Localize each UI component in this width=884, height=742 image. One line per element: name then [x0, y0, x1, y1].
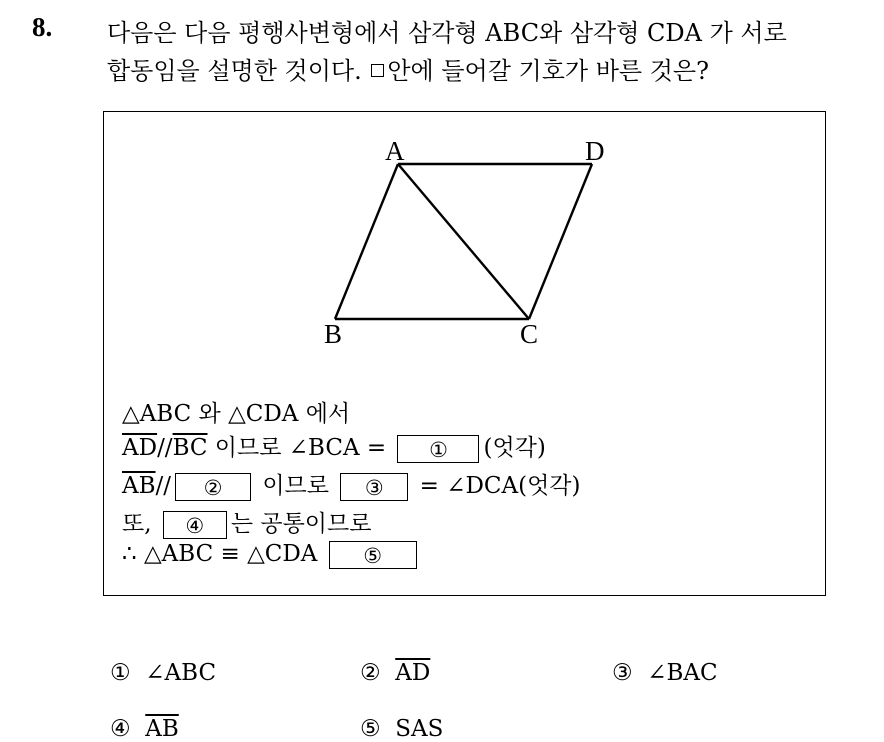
choice-3-number: ③ [612, 660, 633, 686]
choice-4-number: ④ [110, 716, 131, 742]
parallel-sign: // [157, 435, 173, 461]
answer-blank-3: ③ [340, 473, 408, 501]
choice-4-text: $\overline{AB}$ [145, 716, 179, 742]
answer-blank-5: ⑤ [329, 541, 417, 569]
proof-line-5-start: ∴ △ABC ≡ △CDA [122, 541, 325, 567]
proof-line-4 [122, 505, 371, 539]
answer-blank-4: ④ [163, 511, 227, 539]
choice-1-number: ① [110, 660, 131, 686]
question-line-1: 다음은 다음 평행사변형에서 삼각형 ABC와 삼각형 CDA 가 서로 [107, 19, 787, 47]
choice-3[interactable] [612, 660, 718, 686]
parallel-sign: // [155, 473, 172, 499]
choice-2-number: ② [360, 660, 381, 686]
segment-bc: $\overline{BC}$ [172, 435, 208, 461]
choice-2-text: $\overline{AD}$ [395, 660, 431, 686]
answer-blank-2: ② [175, 473, 251, 501]
proof-line-3-mid: 이므로 [255, 473, 337, 499]
answer-blank-1: ① [397, 435, 479, 463]
vertex-label-a: A [385, 136, 405, 166]
proof-line-4-start: 또, [122, 511, 159, 537]
proof-line-5 [122, 541, 421, 569]
question-line-2-end: 안에 들어갈 기호가 바른 것은? [387, 57, 709, 85]
segment-ab: $\overline{AB}$ [122, 473, 156, 499]
choice-5[interactable] [360, 716, 443, 742]
choice-5-number: ⑤ [360, 716, 381, 742]
segment-ad: $\overline{AD}$ [122, 435, 158, 461]
choice-4[interactable] [110, 716, 179, 742]
proof-line-1: △ABC 와 △CDA 에서 [122, 401, 351, 427]
edge-dc [529, 164, 592, 319]
proof-line-2-end: (엇각) [483, 435, 546, 461]
diagonal-ac [398, 164, 529, 319]
proof-line-3-end: = ∠DCA(엇각) [412, 473, 581, 499]
vertex-label-b: B [324, 319, 343, 349]
choice-1-text: ∠ABC [145, 660, 217, 686]
proof-line-2 [122, 429, 546, 463]
proof-line-2-mid: 이므로 ∠BCA = [207, 435, 394, 461]
choice-5-text: SAS [395, 716, 444, 742]
choice-3-text: ∠BAC [647, 660, 718, 686]
question-line-2-start: 합동임을 설명한 것이다. [107, 57, 362, 85]
choice-2[interactable] [360, 660, 430, 686]
choice-1[interactable] [110, 660, 216, 686]
edge-ba [335, 164, 398, 319]
proof-line-4-end: 는 공통이므로 [230, 511, 372, 537]
question-number: 8. [32, 12, 53, 42]
vertex-label-d: D [585, 136, 605, 166]
proof-line-3 [122, 467, 581, 501]
vertex-label-c: C [520, 319, 539, 349]
